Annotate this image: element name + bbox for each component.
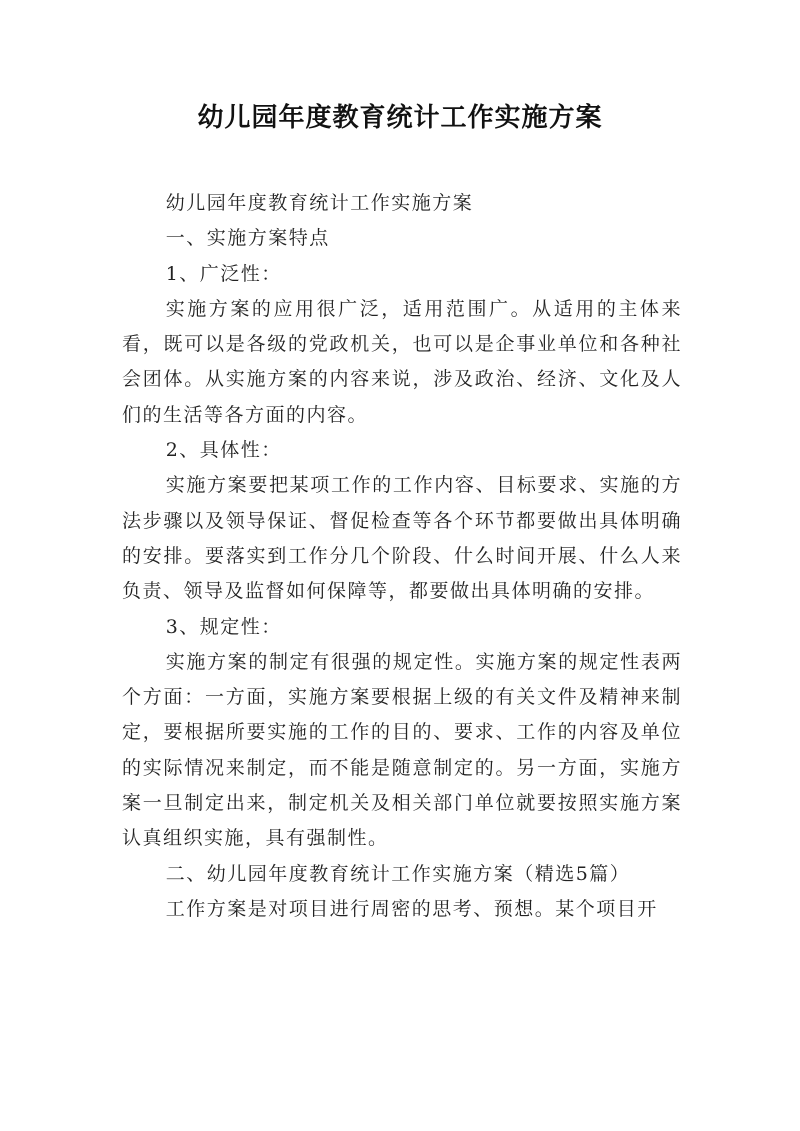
heading-section-1: 一、实施方案特点 (165, 227, 330, 250)
heading-section-2: 二、幼儿园年度教育统计工作实施方案（精选5篇） (165, 862, 631, 885)
paragraph-subtitle: 幼儿园年度教育统计工作实施方案 (165, 192, 474, 214)
paragraph-regulation: 实施方案的制定有很强的规定性。实施方案的规定性表两个方面：一方面，实施方案要根据上级的有关文件及精神来制定，要根据所要实施的工作的目的、要求、工作的内容及单位的实际情况来制定，而不能是随意制定的。另一方面，实施方案一旦制定出来，制定机关及相关部门单位就要按照实施方案认真组织实施，具有强制性。 (122, 650, 682, 850)
paragraph-work-plan: 工作方案是对项目进行周密的思考、预想。某个项目开 (165, 897, 658, 920)
heading-item-3: 3、规定性： (165, 615, 282, 638)
heading-item-1: 1、广泛性： (165, 262, 282, 285)
document-title: 幼儿园年度教育统计工作实施方案 (197, 103, 603, 133)
paragraph-breadth: 实施方案的应用很广泛，适用范围广。从适用的主体来看，既可以是各级的党政机关，也可以是企事业单位和各种社会团体。从实施方案的内容来说，涉及政治、经济、文化及人们的生活等各方面的内容。 (122, 297, 682, 426)
heading-item-2: 2、具体性： (165, 439, 282, 462)
paragraph-specificity: 实施方案要把某项工作的工作内容、目标要求、实施的方法步骤以及领导保证、督促检查等各个环节都要做出具体明确的安排。要落实到工作分几个阶段、什么时间开展、什么人来负责、领导及监督如何保障等，都要做出具体明确的安排。 (122, 474, 682, 603)
document-body (122, 186, 682, 927)
